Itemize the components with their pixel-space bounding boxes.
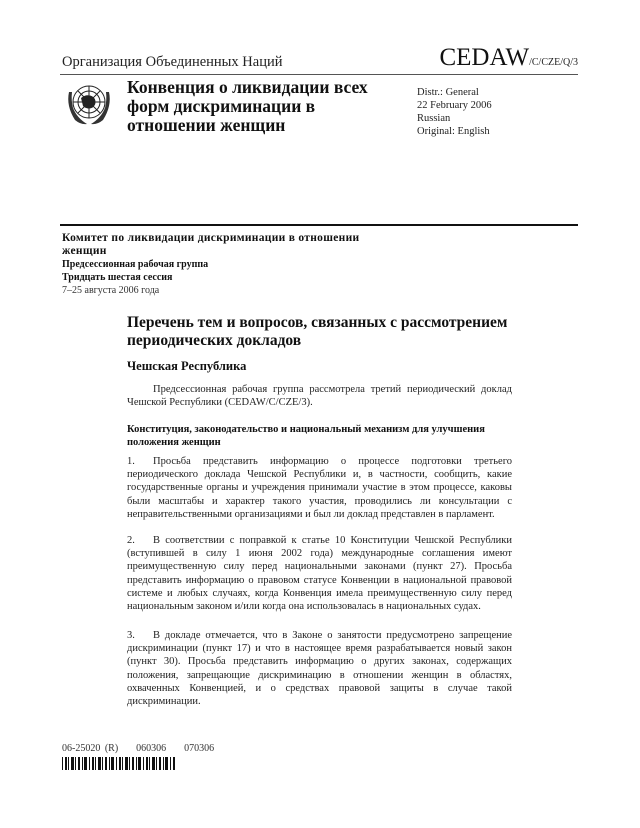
paragraph-text: Просьба представить информацию о процессе подготовки третьего периодического доклада Чешской Республики и, в частности, сообщить, какие государственные органы и учреждения принимали участие в этом процессе, каковы были масштабы и характер такого участия, проводились ли консультации с неправительственными организациями и был ли доклад представлен в парламент. <box>127 456 512 520</box>
language-line: Russian <box>417 113 451 124</box>
page-title: Перечень тем и вопросов, связанных с рассмотрением периодических докладов <box>127 314 508 349</box>
session: Тридцать шестая сессия <box>62 272 173 283</box>
un-emblem-icon <box>63 78 115 130</box>
session-dates: 7–25 августа 2006 года <box>62 285 160 296</box>
committee-name: Комитет по ликвидации дискриминации в отношении женщин <box>62 232 360 257</box>
distribution-block <box>417 86 492 138</box>
committee-block <box>62 232 362 297</box>
paragraph-3 <box>127 629 512 708</box>
paragraph-text: В соответствии с поправкой к статье 10 Конституции Чешской Республики (вступившей в силу 1 июня 2002 года) международные соглашения имеют преимущественную силу перед национальными законами (пункт 27). Просьба представить информацию о правовом статусе Конвенции в национальной правовой системе и любых случаях, когда Конвенция имела преимущественную силу перед национальным законом и/или когда она использовалась в национальных судах. <box>127 535 512 613</box>
section-heading: Конституция, законодательство и национальный механизм для улучшения положения женщин <box>127 424 485 448</box>
symbol-suffix: /C/CZE/Q/3 <box>529 57 578 68</box>
barcode-icon <box>62 757 176 770</box>
paragraph-2 <box>127 534 512 613</box>
date-line: 22 February 2006 <box>417 100 492 111</box>
header-divider <box>60 74 578 75</box>
job-number: 06-25020 (R) 060306 070306 <box>62 743 215 754</box>
paragraph-number: 3. <box>127 630 135 641</box>
paragraph-number: 2. <box>127 535 135 546</box>
intro-paragraph: Предсессионная рабочая группа рассмотрела третий периодический доклад Чешской Республики (CEDAW/C/CZE/3). <box>127 384 512 409</box>
convention-title: Конвенция о ликвидации всех форм дискриминации в отношении женщин <box>127 77 368 135</box>
paragraph-number: 1. <box>127 456 135 467</box>
paragraph-1 <box>127 455 512 521</box>
organization-name: Организация Объединенных Наций <box>62 54 283 70</box>
paragraph-text: В докладе отмечается, что в Законе о занятости предусмотрено запрещение дискриминации (пункт 17) и что в настоящее время разрабатывается новый закон (пункт 30). Просьба представить информацию о других законах, содержащих положения, запрещающие дискриминацию в отношении женщин в областях, охваченных Конвенцией, и о средствах правовой защиты в случае такой дискриминации. <box>127 630 512 708</box>
section-divider <box>60 224 578 226</box>
document-symbol <box>439 44 578 72</box>
distr-line: Distr.: General <box>417 87 479 98</box>
symbol-main: CEDAW <box>439 44 530 71</box>
working-group: Предсессионная рабочая группа <box>62 259 209 270</box>
country-heading: Чешская Республика <box>127 359 247 373</box>
original-language-line: Original: English <box>417 126 490 137</box>
